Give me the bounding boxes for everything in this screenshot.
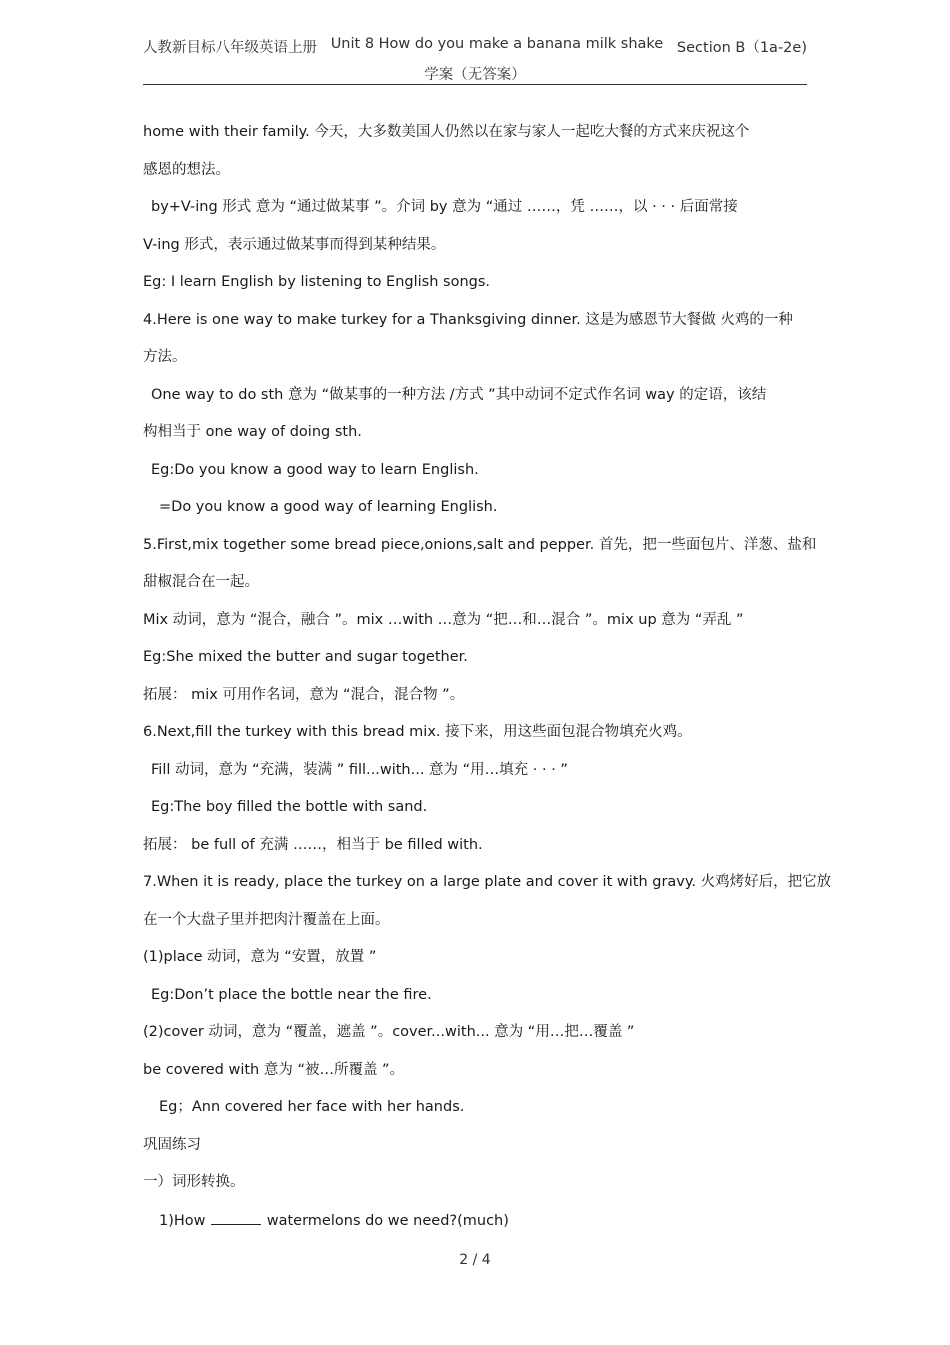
answer-blank[interactable] bbox=[211, 1212, 261, 1225]
text-line: Eg: I learn English by listening to English songs. bbox=[143, 274, 491, 290]
header-line bbox=[143, 36, 807, 57]
section-heading: 巩固练习 bbox=[143, 1136, 201, 1153]
text-line: (2)cover 动词，意为 “覆盖，遮盖 ”。cover...with... 意为 “用…把…覆盖 ” bbox=[143, 1024, 635, 1040]
exercise-prefix: 1)How bbox=[159, 1212, 206, 1229]
text-line: Fill 动词，意为 “充满，装满 ” fill...with... 意为 “用…填充 · · · ” bbox=[151, 761, 568, 778]
text-line: 6.Next,fill the turkey with this bread mix. 接下来，用这些面包混合物填充火鸡。 bbox=[143, 724, 692, 740]
page-number: 2 / 4 bbox=[459, 1252, 491, 1268]
document-body bbox=[143, 124, 832, 1249]
text-line: (1)place 动词，意为 “安置，放置 ” bbox=[143, 949, 377, 965]
header-divider bbox=[143, 84, 807, 85]
text-line: 甜椒混合在一起。 bbox=[143, 574, 259, 590]
text-line: Eg:Do you know a good way to learn English. bbox=[151, 461, 479, 478]
text-line: 方法。 bbox=[143, 349, 187, 365]
text-line: Eg:The boy filled the bottle with sand. bbox=[151, 799, 428, 815]
header-section: Section B（1a-2e) bbox=[676, 40, 807, 56]
text-line: 在一个大盘子里并把肉汁覆盖在上面。 bbox=[143, 911, 390, 928]
header-subtitle: 学案（无答案） bbox=[424, 67, 526, 83]
header-book-title: 人教新目标八年级英语上册 bbox=[143, 40, 317, 56]
text-line: 拓展： be full of 充满 ……，相当于 be filled with. bbox=[143, 836, 483, 853]
text-line: 拓展： mix 可用作名词，意为 “混合，混合物 ”。 bbox=[143, 686, 465, 703]
text-line: 感恩的想法。 bbox=[143, 161, 230, 178]
text-line: by+V-ing 形式 意为 “通过做某事 ”。介词 by 意为 “通过 ……，凭 ……，以 · · · 后面常接 bbox=[151, 199, 738, 215]
text-line: home with their family. 今天，大多数美国人仍然以在家与家人一起吃大餐的方式来庆祝这个 bbox=[143, 124, 750, 140]
text-line: Eg:Don’t place the bottle near the fire. bbox=[151, 986, 432, 1003]
text-line: V-ing 形式，表示通过做某事而得到某种结果。 bbox=[143, 236, 446, 253]
exercise-item bbox=[143, 1212, 807, 1250]
text-line: be covered with 意为 “被…所覆盖 ”。 bbox=[143, 1061, 405, 1078]
text-line: 7.When it is ready, place the turkey on a large plate and cover it with gravy. 火鸡烤好后，把它放 bbox=[143, 874, 832, 890]
text-line: 4.Here is one way to make turkey for a Thanksgiving dinner. 这是为感恩节大餐做 火鸡的一种 bbox=[143, 311, 793, 328]
text-line: Eg；Ann covered her face with her hands. bbox=[159, 1099, 465, 1115]
header-unit-title: Unit 8 How do you make a banana milk shake bbox=[330, 36, 664, 52]
text-line: =Do you know a good way of learning English. bbox=[159, 499, 498, 515]
exercise-heading: 一）词形转换。 bbox=[143, 1174, 245, 1190]
exercise-suffix: watermelons do we need?(much) bbox=[266, 1212, 509, 1229]
text-line: One way to do sth 意为 “做某事的一种方法 /方式 ”其中动词不定式作名词 way 的定语，该结 bbox=[151, 386, 767, 403]
text-line: Eg:She mixed the butter and sugar together. bbox=[143, 649, 468, 665]
text-line: 构相当于 one way of doing sth. bbox=[143, 424, 362, 440]
page-header bbox=[143, 36, 807, 84]
text-line: Mix 动词，意为 “混合，融合 ”。mix …with …意为 “把…和…混合 ”。mix up 意为 “弄乱 ” bbox=[143, 611, 744, 628]
text-line: 5.First,mix together some bread piece,onions,salt and pepper. 首先，把一些面包片、洋葱、盐和 bbox=[143, 536, 817, 553]
